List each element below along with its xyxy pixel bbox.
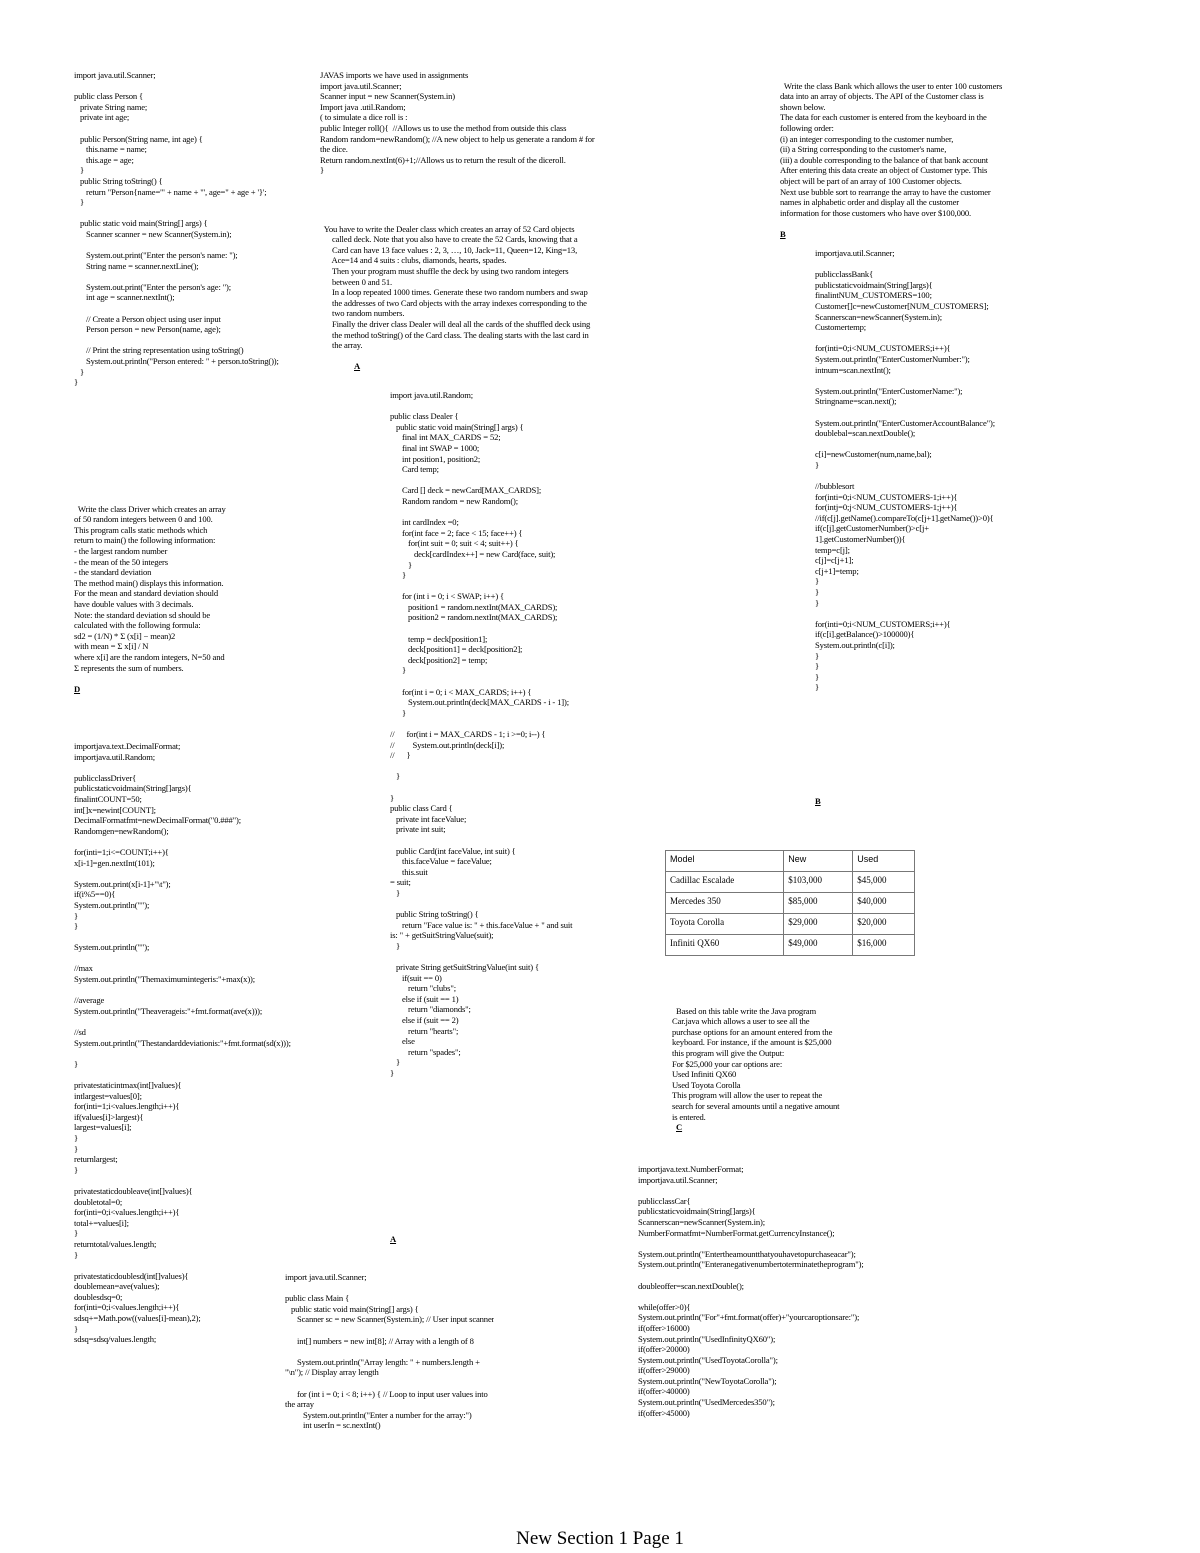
driver-grade: D <box>74 683 81 694</box>
dealer-task-text: You have to write the Dealer class which creates an array of 52 Card objects called deck. Note that you also have to create the 52 Cards, knowing that a Card can have 13 face values : 2, 3, …, 10, Jack=11, Queen=12, King=13, Ace=14 and 4 suits : clubs, diamonds, hearts, spades. Then your program must shuffle the deck by using two random integers between 0 and 51. In a loop repeated 1000 times. Generate these two random numbers and swap the addresses of two Card objects with the array indexes corresponding to the two random numbers. Finally the driver class Dealer will deal all the cards of the shuffled deck using the method toString() of the Card class. The dealing starts with the last card in the array. <box>323 223 591 351</box>
table-header-used: Used <box>853 851 915 872</box>
table-cell: $20,000 <box>853 914 915 935</box>
table-header-new: New <box>784 851 853 872</box>
car-code: importjava.text.NumberFormat; importjava.util.Scanner; publicclassCar{ publicstaticvoidmain(String[]args){ Scannerscan=newScanner(System.in); NumberFormatfmt=NumberFormat.getCurrencyInstance(); System.out.println("Entertheamountthatyouhavetopurchaseacar"); System.out.println("Enteranegativenumbertoterminatetheprogram"); doubleoffer=scan.nextDouble(); while(offer>0){ System.out.println("For"+fmt.format(offer)+"yourcaroptionsare:"); if(offer>16000) System.out.println("UsedInfinityQX60"); if(offer>20000) System.out.println("UsedToyotaCorolla"); if(offer>29000) System.out.println("NewToyotaCorolla"); if(offer>40000) System.out.println("UsedMercedes350"); if(offer>45000) <box>638 1164 864 1418</box>
dealer-grade: A <box>354 361 361 372</box>
bank-task-text: Write the class Bank which allows the user to enter 100 customers data into an array of objects. The API of the Customer class is shown below. The data for each customer is entered from the keyboard in the following order: (i) an integer corresponding to the customer number, (ii) a String corresponding to the customer's name, (iii) a double corresponding to the balance of that bank account After entering this data create an object of Customer type. This object will be part of an array of 100 Customer objects. Next use bubble sort to rearrange the array to have the customer names in alphabetic order and display all the customer information for those customers who have over $100,000. <box>780 80 1003 218</box>
main-code: import java.util.Scanner; public class Main { public static void main(String[] args) { Scanner sc = new Scanner(System.in); // User input scanner int[] numbers = new int[8]; // Array with a length of 8 System.out.println("Array length: " + numbers.length + "\n"); // Display array length for (int i = 0; i < 8; i++) { // Loop to input user values into the array System.out.println("Enter a number for the array:") int userIn = sc.nextInt() <box>285 1272 495 1431</box>
table-cell: $85,000 <box>784 893 853 914</box>
dealer-code: import java.util.Random; public class Dealer { public static void main(String[] args) { final int MAX_CARDS = 52; final int SWAP = 1000; int position1, position2; Card temp; Card [] deck = newCard[MAX_CARDS]; Random random = new Random(); int cardIndex =0; for(int face = 2; face < 15; face++) { for(int suit = 0; suit < 4; suit++) { deck[cardIndex++] = new Card(face, suit); } } for (int i = 0; i < SWAP; i++) { position1 = random.nextInt(MAX_CARDS); position2 = random.nextInt(MAX_CARDS); temp = deck[position1]; deck[position1] = deck[position2]; deck[position2] = temp; } for(int i = 0; i < MAX_CARDS; i++) { System.out.println(deck[MAX_CARDS - i - 1]); } // for(int i = MAX_CARDS - 1; i >=0; i--) { // System.out.println(deck[i]); // } } } public class Card { private int faceValue; private int suit; public Card(int faceValue, int suit) { this.faceValue = faceValue; this.suit = suit; } public String toString() { return "Face value is: " + this.faceValue + " and suit is: " + getSuitStringValue(suit); } private String getSuitStringValue(int suit) { if(suit == 0) return "clubs"; else if (suit == 1) return "diamonds"; else if (suit == 2) return "hearts"; else return "spades"; } } <box>390 390 573 1078</box>
table-cell: $16,000 <box>853 935 915 956</box>
table-cell: Mercedes 350 <box>666 893 784 914</box>
card-grade: A <box>390 1234 397 1244</box>
page-footer: New Section 1 Page 1 <box>516 1528 684 1549</box>
table-cell: Infiniti QX60 <box>666 935 784 956</box>
car-price-table <box>665 850 915 956</box>
imports-note: JAVAS imports we have used in assignments import java.util.Scanner; Scanner input = new Scanner(System.in) Import java .util.Random; ( to simulate a dice roll is : public Integer roll(){ //Allows us to use the method from outside this class Random random=newRandom(); //A new object to help us generate a random # for the dice. Return random.nextInt(6)+1;//Allows us to return the result of the diceroll. } <box>320 70 595 176</box>
table-row <box>666 935 915 956</box>
bank-code: importjava.util.Scanner; publicclassBank{ publicstaticvoidmain(String[]args){ finalintNUM_CUSTOMERS=100; Customer[]c=newCustomer[NUM_CUSTOMERS]; Scannerscan=newScanner(System.in); Customertemp; for(inti=0;i<NUM_CUSTOMERS;i++){ System.out.println("EnterCustomerNumber:"); intnum=scan.nextInt(); System.out.println("EnterCustomerName:"); Stringname=scan.next(); System.out.println("EnterCustomerAccountBalance"); doublebal=scan.nextDouble(); c[i]=newCustomer(num,name,bal); } //bubblesort for(inti=0;i<NUM_CUSTOMERS-1;i++){ for(intj=0;j<NUM_CUSTOMERS-1;j++){ //if(c[j].getName().compareTo(c[j+1].getName())>0){ if(c[j].getCustomerNumber()>c[j+ 1].getCustomerNumber()){ temp=c[j]; c[j]=c[j+1]; c[j+1]=temp; } } } for(inti=0;i<NUM_CUSTOMERS;i++){ if(c[i].getBalance()>100000){ System.out.println(c[i]); } } } } <box>815 248 995 693</box>
table-cell: $29,000 <box>784 914 853 935</box>
table-cell: $49,000 <box>784 935 853 956</box>
bank-grade-bottom: B <box>815 796 821 806</box>
dealer-task <box>320 213 590 372</box>
bank-grade-top: B <box>780 228 786 239</box>
table-row <box>666 893 915 914</box>
table-cell: Cadillac Escalade <box>666 872 784 893</box>
table-header-model: Model <box>666 851 784 872</box>
person-code: import java.util.Scanner; public class Person { private String name; private int age; public Person(String name, int age) { this.name = name; this.age = age; } public String toString() { return "Person{name='" + name + "', age=" + age + '}'; } public static void main(String[] args) { Scanner scanner = new Scanner(System.in); System.out.print("Enter the person's name: "); String name = scanner.nextLine(); System.out.print("Enter the person's age: "); int age = scanner.nextInt(); // Create a Person object using user input Person person = new Person(name, age); // Print the string representation using toString() System.out.println("Person entered: " + person.toString()); } } <box>74 70 279 388</box>
table-cell: $103,000 <box>784 872 853 893</box>
table-cell: Toyota Corolla <box>666 914 784 935</box>
driver-task <box>74 493 226 694</box>
driver-code: importjava.text.DecimalFormat; importjava.util.Random; publicclassDriver{ publicstaticvoidmain(String[]args){ finalintCOUNT=50; int[]x=newint[COUNT]; DecimalFormatfmt=newDecimalFormat("0.###"); Randomgen=newRandom(); for(inti=1;i<=COUNT;i++){ x[i-1]=gen.nextInt(101); System.out.print(x[i-1]+"\t"); if(i%5==0){ System.out.println(""); } } System.out.println(""); //max System.out.println("Themaximumintegeris:"+max(x)); //average System.out.println("Theaverageis:"+fmt.format(ave(x))); //sd System.out.println("Thestandarddeviationis:"+fmt.format(sd(x))); } privatestaticintmax(int[]values){ intlargest=values[0]; for(inti=1;i<values.length;i++){ if(values[i]>largest){ largest=values[i]; } } returnlargest; } privatestaticdoubleave(int[]values){ doubletotal=0; for(inti=0;i<values.length;i++){ total+=values[i]; } returntotal/values.length; } privatestaticdoublesd(int[]values){ doublemean=ave(values); doublesdsq=0; for(inti=0;i<values.length;i++){ sdsq+=Math.pow((values[i]-mean),2); } sdsq=sdsq/values.length; <box>74 741 291 1345</box>
bank-task <box>780 70 1002 240</box>
table-cell: $40,000 <box>853 893 915 914</box>
table-cell: $45,000 <box>853 872 915 893</box>
car-task-text: Based on this table write the Java program Car.java which allows a user to see all the purchase options for an amount entered from the keyboard. For instance, if the amount is $25,000 this program will give the Output: For $25,000 your car options are: Used Infiniti QX60 Used Toyota Corolla This program will allow the user to repeat the search for several amounts until a negative amount is entered. <box>672 1005 840 1122</box>
car-grade: C <box>676 1122 683 1133</box>
table-row <box>666 914 915 935</box>
car-task <box>672 995 839 1133</box>
table-header-row <box>666 851 915 872</box>
driver-task-text: Write the class Driver which creates an array of 50 random integers between 0 and 100. This program calls static methods which return to main() the following information: - the largest random number - the mean of the 50 integers - the standard deviation The method main() displays this information. For the mean and standard deviation should have double values with 3 decimals. Note: the standard deviation sd should be calculated with the following formula: sd2 = (1/N) * Σ (x[i] − mean)2 with mean = Σ x[i] / N where x[i] are the random integers, N=50 and Σ represents the sum of numbers. <box>74 503 226 673</box>
table-row <box>666 872 915 893</box>
